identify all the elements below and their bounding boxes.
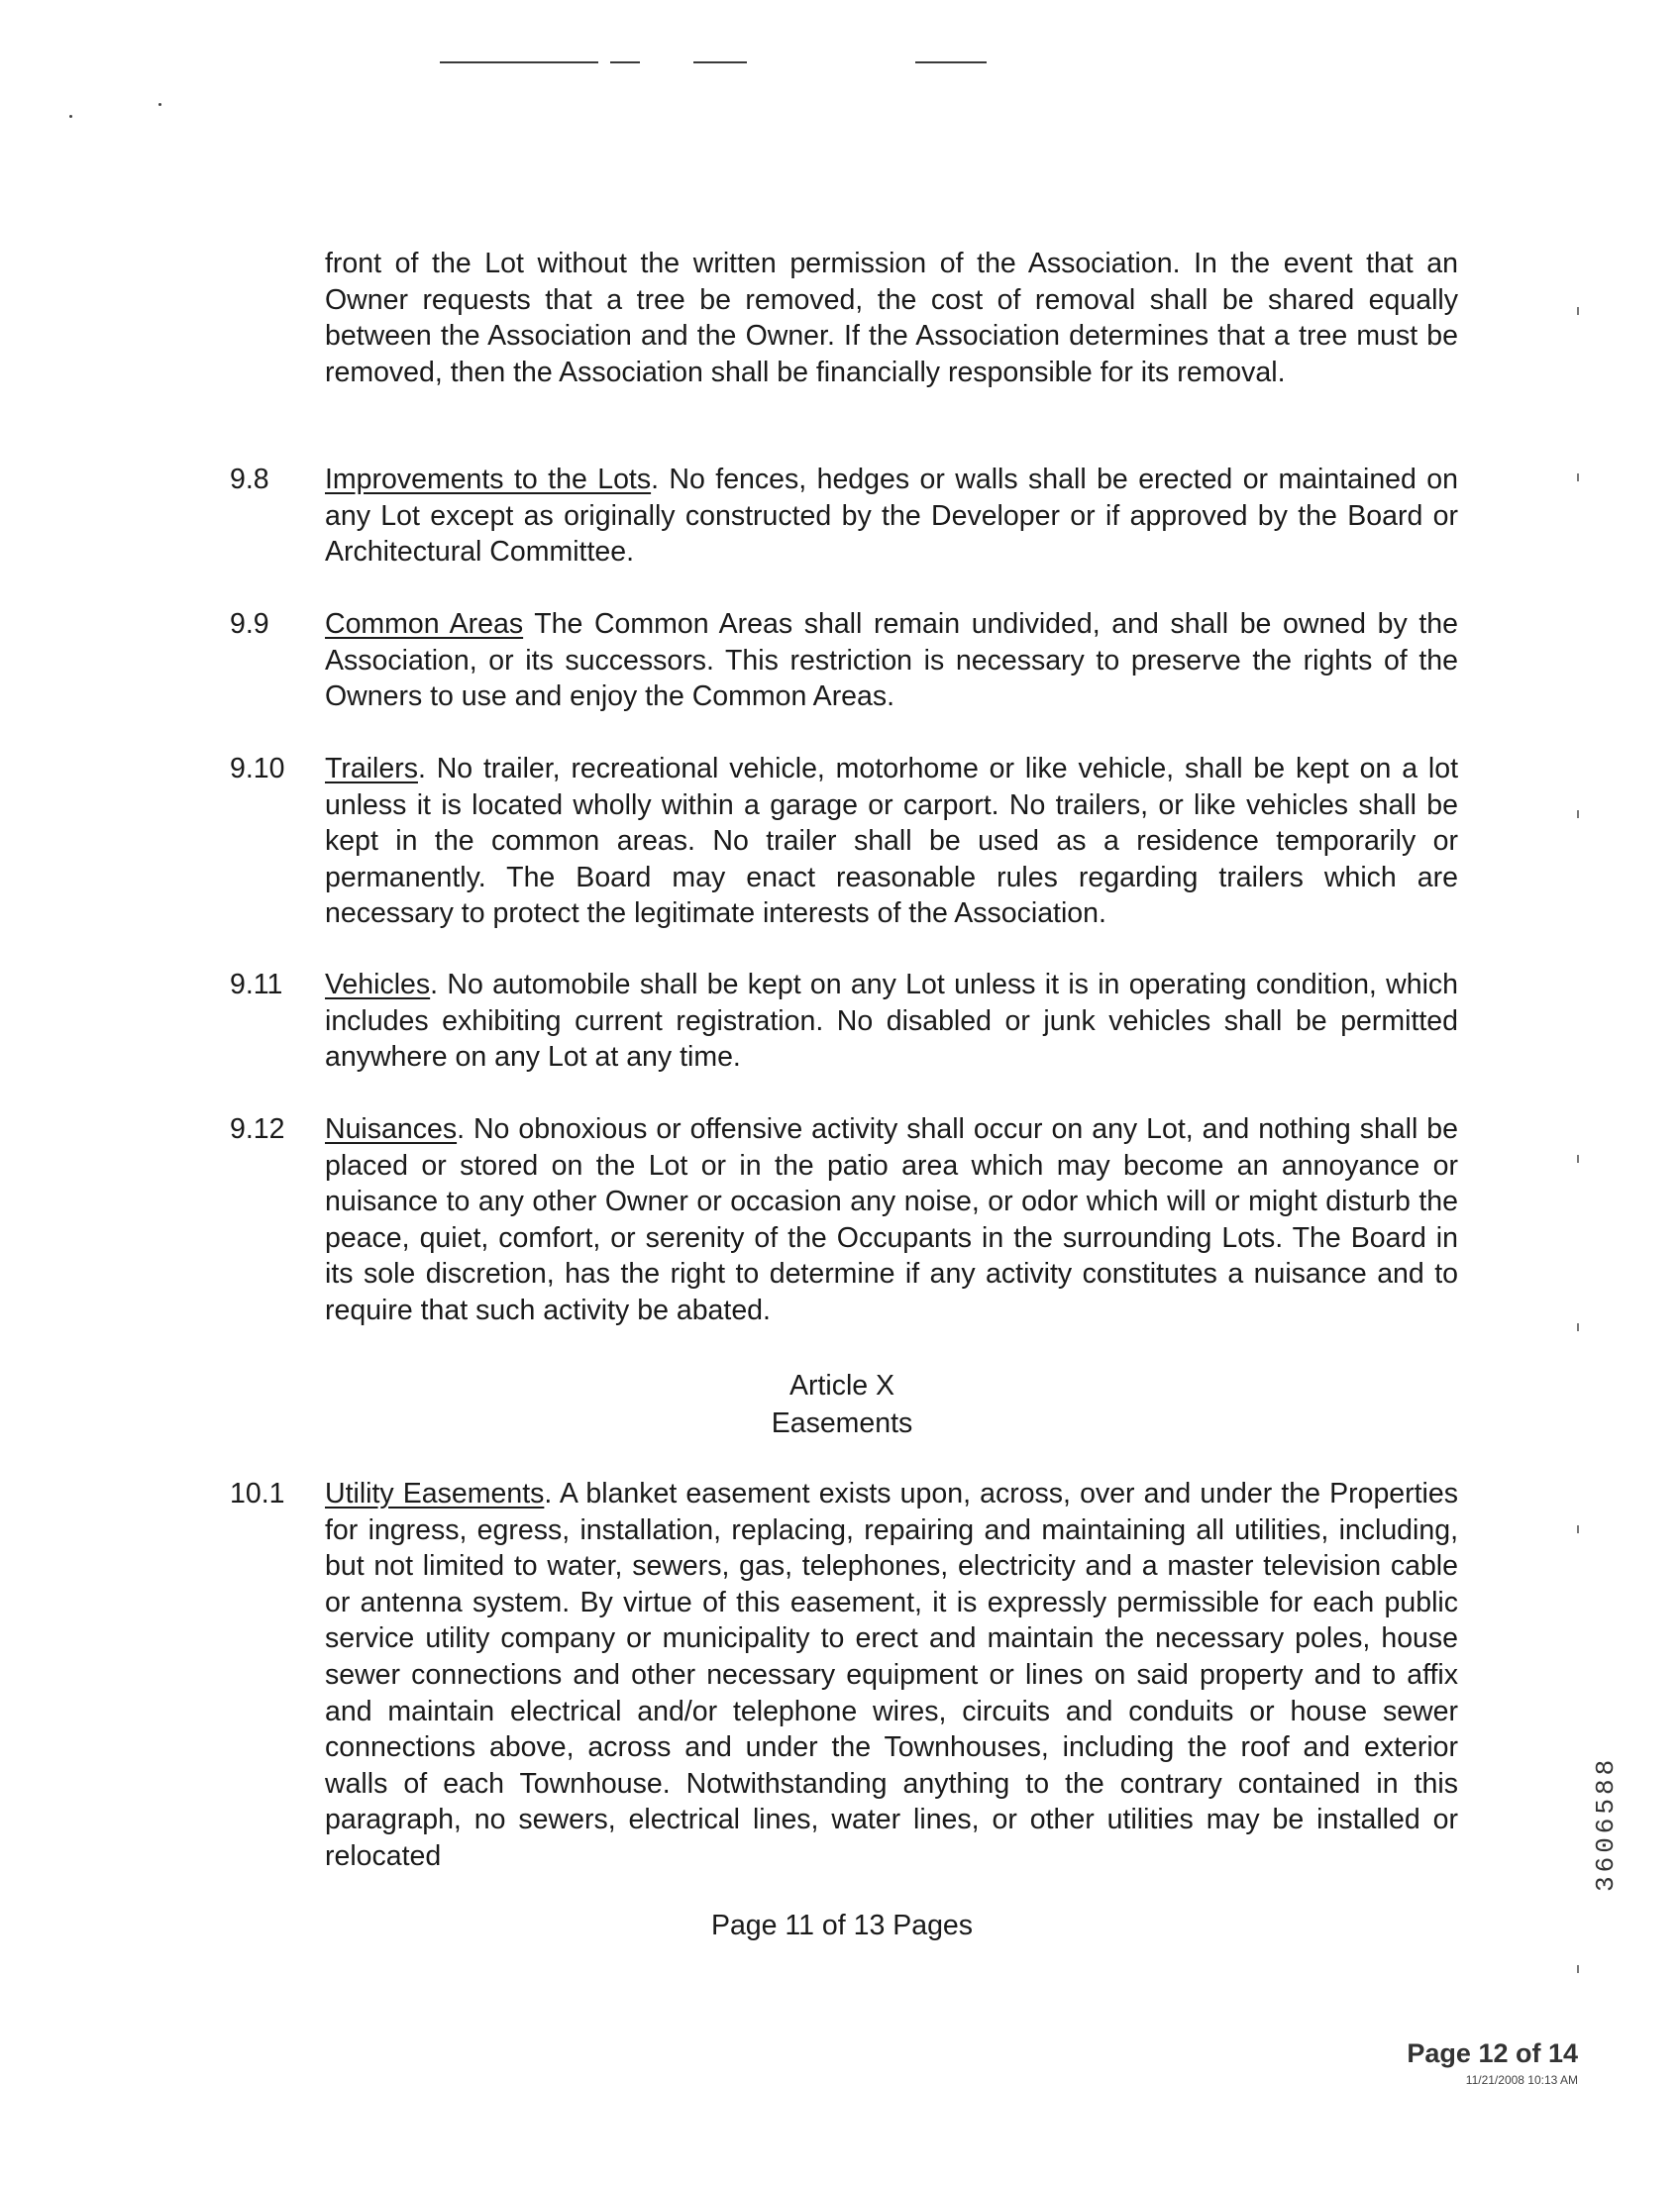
- scan-artifact-line: [440, 61, 598, 63]
- recording-page-stamp: Page 12 of 14: [1407, 2038, 1578, 2068]
- section-9-12: [230, 1111, 1458, 1329]
- scan-artifact-dot: [158, 103, 161, 106]
- section-title: Trailers: [325, 753, 418, 784]
- section-9-9: [230, 606, 1458, 715]
- scan-artifact-line: [915, 61, 987, 63]
- scan-artifact-dot: [69, 115, 72, 118]
- section-text: . No automobile shall be kept on any Lot unless it is in operating condition, which includes exhibiting current registration. No disabled or junk vehicles shall be permitted anywhere on any Lot at any time.: [325, 969, 1458, 1074]
- section-number: 9.9: [230, 608, 269, 640]
- page-footer: Page 11 of 13 Pages: [710, 1910, 974, 1941]
- section-body: [325, 1111, 1458, 1329]
- recording-number-stamp: [1563, 1565, 1621, 1892]
- intro-paragraph: front of the Lot without the written permission of the Association. In the event that an Owner requests that a tree be removed, the cost of removal shall be shared equally between the Association and the Owner. If the Association determines that a tree must be removed, then the Association shall be financially responsible for its removal.: [325, 248, 1458, 388]
- section-title: Vehicles: [325, 969, 431, 1000]
- scan-artifact-tick: [1577, 473, 1579, 481]
- section-9-11: [230, 967, 1458, 1076]
- scan-artifact-tick: [1577, 1323, 1579, 1331]
- section-10-1: [230, 1476, 1458, 1875]
- section-9-10: [230, 751, 1458, 932]
- scan-artifact-tick: [1577, 307, 1579, 315]
- scan-artifact-tick: [1577, 1525, 1579, 1533]
- section-body: [325, 462, 1458, 571]
- section-text: The Common Areas shall remain undivided, and shall be owned by the Association, or its successors. This restriction is necessary to preserve the rights of the Owners to use and enjoy the Common Areas.: [325, 608, 1458, 713]
- section-number: 10.1: [230, 1478, 285, 1510]
- section-title: Nuisances: [325, 1113, 458, 1145]
- scan-artifact-tick: [1577, 810, 1579, 818]
- scan-artifact-line: [610, 61, 640, 63]
- section-body: [325, 967, 1458, 1076]
- article-heading: [594, 1367, 1090, 1442]
- scan-artifact-line: [693, 61, 747, 63]
- section-text: . No obnoxious or offensive activity shall occur on any Lot, and nothing shall be placed or stored on the Lot or in the patio area which may become an annoyance or nuisance to any other Owner or occasion any noise, or odor which will or might disturb the peace, quiet, comfort, or serenity of the Occupants in the surrounding Lots. The Board in its sole discretion, has the right to determine if any activity constitutes a nuisance and to require that such activity be abated.: [325, 1113, 1458, 1326]
- recording-number: 3606588: [1591, 1755, 1621, 1892]
- section-title: Utility Easements: [325, 1478, 545, 1510]
- section-number: 9.10: [230, 753, 285, 784]
- section-body: [325, 751, 1458, 932]
- scan-artifact-tick: [1577, 1965, 1579, 1973]
- recording-date-stamp: 11/21/2008 10:13 AM: [1465, 2073, 1578, 2087]
- section-body: [325, 1476, 1458, 1875]
- section-title: Improvements to the Lots: [325, 464, 652, 495]
- section-9-8: [230, 462, 1458, 571]
- section-number: 9.8: [230, 464, 269, 495]
- article-number: Article X: [788, 1370, 895, 1402]
- scan-artifact-tick: [1577, 1155, 1579, 1163]
- section-text: . A blanket easement exists upon, across, over and under the Properties for ingress, egress, installation, replacing, repairing and maintaining all utilities, including, but not limited to water, sewers, gas, telephones, electricity and a master television cable or antenna system. By virtue of this easement, it is expressly permissible for each public service utility company or municipality to erect and maintain the necessary poles, house sewer connections and other necessary equipment or lines on said property and to affix and maintain electrical and/or telephone wires, circuits and conduits or house sewer connections above, across and under the Townhouses, including the roof and exterior walls of each Townhouse. Notwithstanding anything to the contrary contained in this paragraph, no sewers, electrical lines, water lines, or other utilities may be installed or relocated: [325, 1478, 1458, 1872]
- section-number: 9.11: [230, 969, 283, 1000]
- section-text: . No fences, hedges or walls shall be erected or maintained on any Lot except as originally constructed by the Developer or if approved by the Board or Architectural Committee.: [325, 464, 1458, 569]
- section-title: Common Areas: [325, 608, 524, 640]
- section-body: [325, 606, 1458, 715]
- article-title: Easements: [771, 1407, 913, 1439]
- section-number: 9.12: [230, 1113, 285, 1145]
- section-text: . No trailer, recreational vehicle, motorhome or like vehicle, shall be kept on a lot unless it is located wholly within a garage or carport. No trailers, or like vehicles shall be kept in the common areas. No trailer shall be used as a residence temporarily or permanently. The Board may enact reasonable rules regarding trailers which are necessary to protect the legitimate interests of the Association.: [325, 753, 1458, 930]
